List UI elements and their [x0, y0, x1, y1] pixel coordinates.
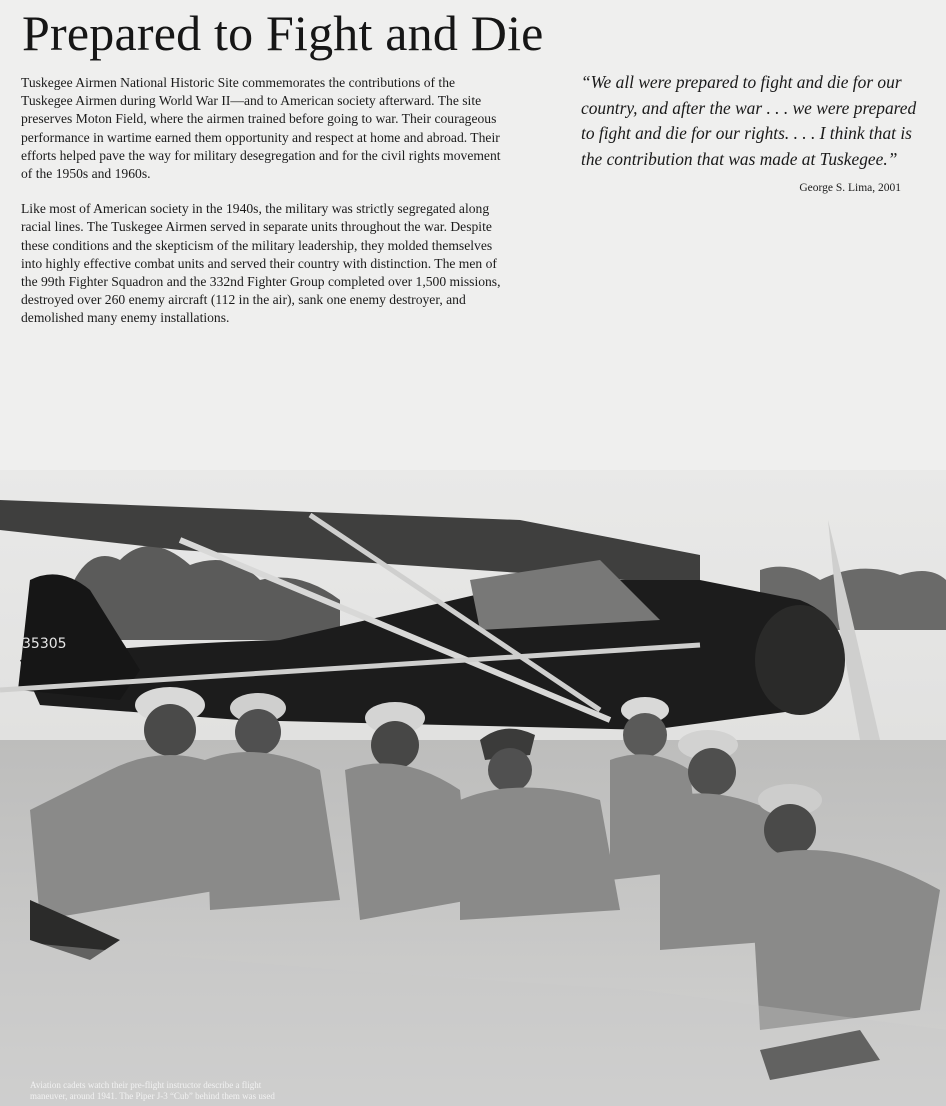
photo-caption — [30, 1080, 320, 1102]
historic-photo — [0, 470, 946, 1106]
tail-marking: 35305 — [22, 636, 67, 652]
caption-line-2: maneuver, around 1941. The Piper J-3 “Cub” behind them was used — [30, 1091, 275, 1101]
quote-attribution: George S. Lima, 2001 — [799, 182, 901, 195]
page-title: Prepared to Fight and Die — [22, 5, 544, 61]
quote-text: “We all were prepared to fight and die for our country, and after the war . . . we were prepared to fight and die for our rights. . . . I think that is the contribution that was made at Tuskegee.” — [581, 72, 917, 169]
paragraph-segregation: Like most of American society in the 1940s, the military was strictly segregated along racial lines. The Tuskegee Airmen served in separate units throughout the war. Despite these conditions and the skepticism of the military leadership, they molded themselves into highly effective combat units and served their country with distinction. The men of the 99th Fighter Squadron and the 332nd Fighter Group completed over 1,500 missions, destroyed over 260 enemy aircraft (112 in the air), sank one enemy destroyer, and demolished many enemy installations. — [21, 201, 501, 326]
body-text — [21, 74, 501, 345]
photo-illustration — [0, 470, 946, 1106]
pull-quote — [581, 70, 931, 194]
caption-line-1: Aviation cadets watch their pre-flight instructor describe a flight — [30, 1080, 262, 1090]
engine-cowling — [755, 605, 845, 715]
paragraph-intro: Tuskegee Airmen National Historic Site commemorates the contributions of the Tuskegee Airmen during World War II—and to American society afterward. The site preserves Moton Field, where the airmen trained before going to war. Their courageous performance in wartime earned them opportunity and respect at home and abroad. Their efforts helped pave the way for military desegregation and for the civil rights movement of the 1950s and 1960s. — [21, 75, 501, 182]
